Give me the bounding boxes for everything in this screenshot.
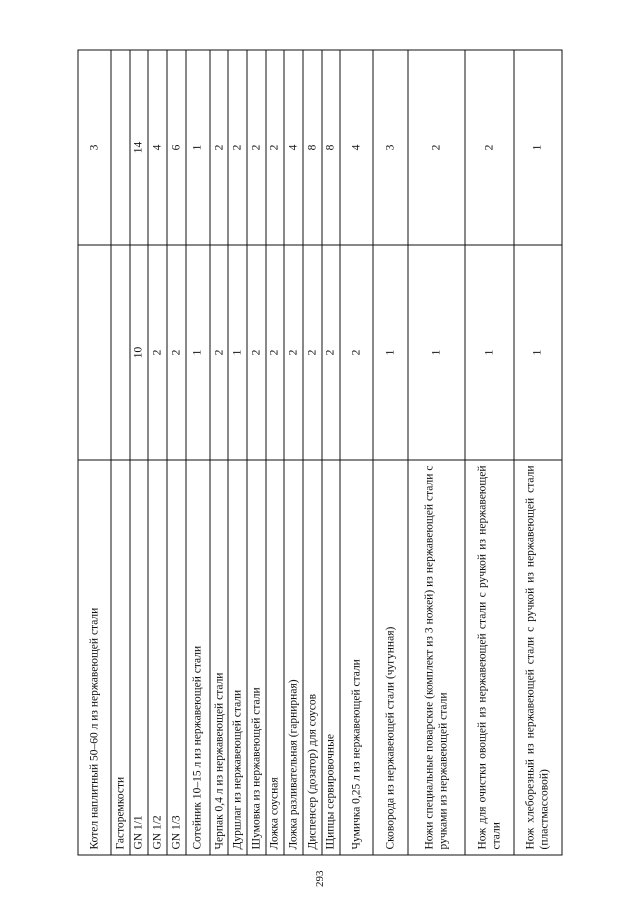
quantity-cell-col3: 2: [228, 50, 247, 245]
quantity-cell-col3: 3: [78, 50, 111, 245]
quantity-cell-col2: 2: [247, 245, 266, 460]
quantity-cell-col2: 2: [284, 245, 303, 460]
quantity-cell-col2: [111, 245, 130, 460]
quantity-cell-col3: 3: [373, 50, 408, 245]
table-row: [167, 50, 186, 855]
table-row: [340, 50, 373, 855]
table-row: [465, 50, 513, 855]
item-name-cell: Диспенсер (дозатор) для соусов: [303, 460, 322, 855]
quantity-cell-col2: 2: [266, 245, 285, 460]
item-name-cell: Чумичка 0,25 л из нержавеющей стали: [340, 460, 373, 855]
table-row: [111, 50, 130, 855]
table-row: [148, 50, 167, 855]
item-name-cell: Котел наплитный 50–60 л из нержавеющей стали: [78, 460, 111, 855]
item-name-cell: Ножи специальные поварские (комплект из 3 ножей) из нержавеющей стали с ручками из нержавеющей стали: [408, 460, 465, 855]
item-name-cell: Щипцы сервировочные: [322, 460, 341, 855]
quantity-cell-col2: 1: [228, 245, 247, 460]
quantity-cell-col3: 8: [303, 50, 322, 245]
quantity-cell-col2: 2: [148, 245, 167, 460]
quantity-cell-col2: [78, 245, 111, 460]
item-name-cell: Нож для очистки овощей из нержавеющей стали с ручкой из нержавеющей стали: [465, 460, 513, 855]
quantity-cell-col2: 2: [167, 245, 186, 460]
quantity-cell-col3: 2: [247, 50, 266, 245]
quantity-cell-col3: 6: [167, 50, 186, 245]
quantity-cell-col2: 1: [186, 245, 210, 460]
quantity-cell-col2: 2: [210, 245, 229, 460]
item-name-cell: Сковорода из нержавеющей стали (чугунная): [373, 460, 408, 855]
quantity-cell-col3: 2: [465, 50, 513, 245]
quantity-cell-col3: 2: [210, 50, 229, 245]
quantity-cell-col2: 1: [465, 245, 513, 460]
quantity-cell-col3: 4: [148, 50, 167, 245]
equipment-table: [78, 49, 563, 855]
item-name-cell: Черпак 0,4 л из нержавеющей стали: [210, 460, 229, 855]
table-row: [373, 50, 408, 855]
table-row: [228, 50, 247, 855]
table-row: [78, 50, 111, 855]
item-name-cell: Ложка соусная: [266, 460, 285, 855]
item-name-cell: GN 1/2: [148, 460, 167, 855]
quantity-cell-col3: 2: [266, 50, 285, 245]
item-name-cell: Дуршлаг из нержавеющей стали: [228, 460, 247, 855]
quantity-cell-col3: 8: [322, 50, 341, 245]
quantity-cell-col2: 2: [322, 245, 341, 460]
item-name-cell: Сотейник 10–15 л из нержавеющей стали: [186, 460, 210, 855]
table-row: [514, 50, 562, 855]
quantity-cell-col3: 2: [408, 50, 465, 245]
quantity-cell-col3: 1: [186, 50, 210, 245]
page-number: 293: [314, 870, 326, 887]
item-name-cell: Нож хлеборезный из нержавеющей стали с ручкой из нержавеющей стали (пластмассовой): [514, 460, 562, 855]
quantity-cell-col3: [111, 50, 130, 245]
table-row: [186, 50, 210, 855]
quantity-cell-col2: 1: [373, 245, 408, 460]
quantity-cell-col3: 4: [340, 50, 373, 245]
table-row: [266, 50, 285, 855]
quantity-cell-col2: 2: [303, 245, 322, 460]
quantity-cell-col2: 2: [340, 245, 373, 460]
quantity-cell-col3: 14: [130, 50, 149, 245]
quantity-cell-col3: 1: [514, 50, 562, 245]
table-row: [210, 50, 229, 855]
item-name-cell: Ложка разливательная (гарнирная): [284, 460, 303, 855]
table-row: [247, 50, 266, 855]
quantity-cell-col2: 1: [408, 245, 465, 460]
table-row: [322, 50, 341, 855]
quantity-cell-col2: 1: [514, 245, 562, 460]
rotated-page-content: [78, 50, 563, 855]
table-row: [130, 50, 149, 855]
item-name-cell: Шумовка из нержавеющей стали: [247, 460, 266, 855]
table-row: [408, 50, 465, 855]
section-header-cell: Гасторемкости: [111, 460, 130, 855]
table-row: [303, 50, 322, 855]
table-row: [284, 50, 303, 855]
item-name-cell: GN 1/1: [130, 460, 149, 855]
item-name-cell: GN 1/3: [167, 460, 186, 855]
quantity-cell-col3: 4: [284, 50, 303, 245]
quantity-cell-col2: 10: [130, 245, 149, 460]
